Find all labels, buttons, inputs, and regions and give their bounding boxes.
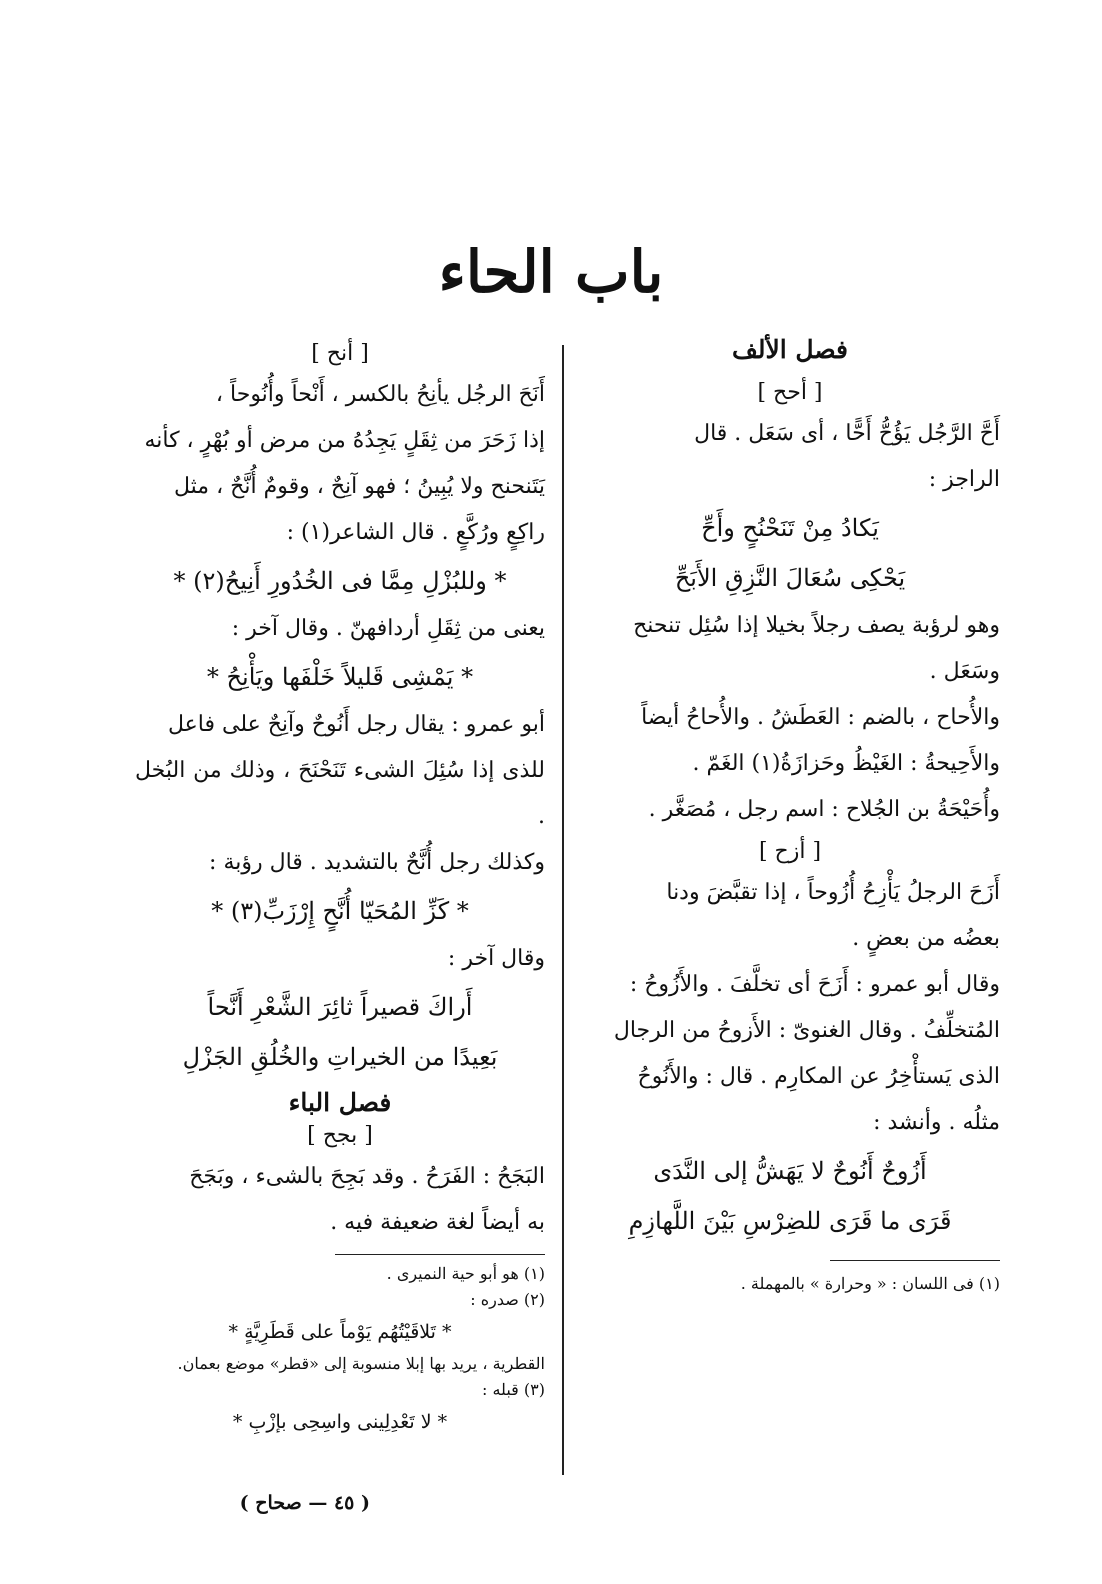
text-line: أَنَحَ الرجُل يأنِحُ بالكسر ، أَنْحاً وأُنُوحاً ، <box>215 382 545 407</box>
text-line: يعنى من ثِقَلِ أردافهنّ . وقال آخر : <box>231 616 545 641</box>
text-line: وقال آخر : <box>447 946 545 971</box>
text-line: البَجَحُ : الفَرَحُ . وقد بَجِحَ بالشىء ، وبَجَحَ <box>189 1164 545 1189</box>
verse-line: يَكادُ مِنْ تَنَحْنُحٍ وأَحِّ <box>701 514 879 542</box>
verse-line: قَرَى ما قَرَى للضِرْسِ بَيْنَ اللَّهازِمِ <box>628 1207 952 1235</box>
footnote-verse: * لا تَعْدِلِينى واسِحِى بإزْبِ * <box>232 1411 448 1433</box>
footnote-rule <box>335 1254 545 1255</box>
text-line: والأَحِيحةُ : الغَيْظُ وحَزازَةُ(١) الغَمّ . <box>692 751 1000 776</box>
text-line: أَحَّ الرَّجُل يَؤُحُّ أَحًّا ، أى سَعَل . قال <box>694 421 1000 446</box>
entry-head-azh: [ أزح ] <box>758 839 822 864</box>
footnote-rule <box>830 1260 1000 1261</box>
section-title-ba: فصل الباء <box>288 1088 392 1117</box>
text-line: وأُحَيْحَةُ بن الجُلاح : اسم رجل ، مُصَغَّر . <box>648 797 1000 822</box>
verse-line: أَراكَ قصيراً ثائِرَ الشَّعْرِ أَنَّحاً <box>207 993 473 1021</box>
text-line: وسَعَل . <box>929 659 1000 684</box>
text-line: والأُحاح ، بالضم : العَطَشُ . والأُحاحُ أيضاً <box>641 705 1000 730</box>
right-column <box>580 335 1000 1297</box>
page-title: باب الحاء <box>438 238 664 306</box>
text-line: مثلُه . وأنشد : <box>873 1110 1000 1135</box>
text-line: به أيضاً لغة ضعيفة فيه . <box>330 1210 545 1235</box>
verse-line: بَعِيدًا من الخيراتِ والخُلُقِ الجَزْلِ <box>182 1043 498 1071</box>
footnote: (٣) قبله : <box>482 1380 545 1399</box>
left-column <box>135 335 545 1441</box>
text-line: راكِعٍ ورُكَّعٍ . قال الشاعر(١) : <box>286 520 545 545</box>
footnote: (١) فى اللسان : « وحرارة » بالمهملة . <box>740 1274 1000 1293</box>
column-divider <box>562 345 564 1475</box>
text-line: بعضُه من بعضٍ . <box>852 926 1000 951</box>
verse-line: * يَمْشِى قَليلاً خَلْفَها ويَأْنِحُ * <box>206 663 474 691</box>
entry-head-bjh: [ بجح ] <box>307 1123 373 1148</box>
text-line: للذى إذا سُئِلَ الشىء تَنَحْنَحَ ، وذلك من البُخل . <box>135 758 545 829</box>
text-line: وهو لرؤبة يصف رجلاً بخيلا إذا سُئِل تنحنح <box>633 613 1000 638</box>
text-line: وكذلك رجل أُنَّحٌ بالتشديد . قال رؤبة : <box>209 850 545 875</box>
footnote: (٢) صدره : <box>470 1290 545 1309</box>
text-line: الذى يَستأْخِرُ عن المكارِم . قال : والأَنُوحُ <box>637 1064 1000 1089</box>
section-title-alif: فصل الألف <box>732 335 848 364</box>
text-line: أبو عمرو : يقال رجل أَنُوحٌ وآنِحٌ على فاعل <box>167 712 545 737</box>
page-number: ( ٤٥ — صحاح ) <box>239 1492 370 1514</box>
text-line: وقال أبو عمرو : أَزَحَ أى تخلَّفَ . والأَزُوحُ : <box>629 972 1000 997</box>
footnote-verse: * تَلاقَيْتُهُم يَوْماً على قَطَرِيَّةٍ * <box>228 1321 452 1343</box>
footnote: (١) هو أبو حية النميرى . <box>386 1264 545 1283</box>
verse-line: يَحْكِى سُعَالَ النَّزِقِ الأَبَحِّ <box>674 564 906 592</box>
verse-line: * كَزِّ المُحَيّا أُنَّحٍ إِرْزَبِّ(٣) * <box>211 897 469 925</box>
entry-head-anh: [ أنح ] <box>311 341 369 366</box>
text-line: الراجز : <box>928 467 1000 492</box>
text-line: إذا زَحَرَ من ثِقَلٍ يَجِدُهُ من مرض أو بُهْرٍ ، كأنه <box>144 428 545 453</box>
text-line: المُتخلِّفُ . وقال الغنوىّ : الأَزوحُ من الرجال <box>613 1018 1000 1043</box>
entry-head-ahh: [ أحح ] <box>757 380 823 405</box>
verse-line: أَزُوحٌ أَنُوحٌ لا يَهَشُّ إلى النَّدَى <box>653 1157 927 1185</box>
text-line: يَتَنحنح ولا يُبِينُ ؛ فهو آنِحٌ ، وقومٌ أُنَّحٌ ، مثل <box>174 474 545 499</box>
text-line: أَزَحَ الرجلُ يَأْزِحُ أُزُوحاً ، إذا تقبَّضَ ودنا <box>666 880 1000 905</box>
verse-line: * وللبُزْلِ مِمَّا فى الخُدُورِ أَنِيحُ(٢) * <box>173 567 507 595</box>
footnote: القطرية ، يريد بها إبلا منسوبة إلى «قطر» موضع بعمان. <box>177 1354 545 1373</box>
